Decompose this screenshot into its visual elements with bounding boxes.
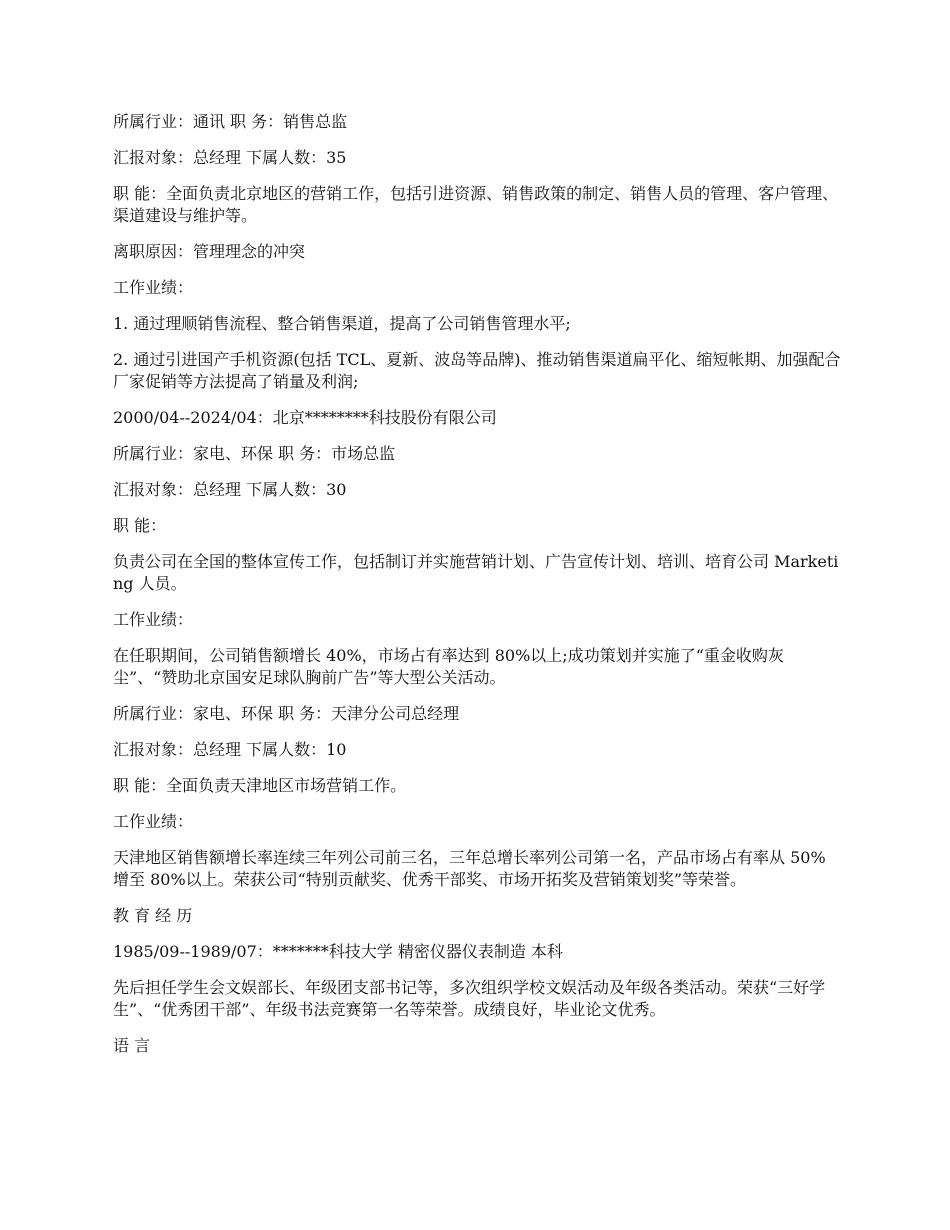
achievement-heading-1: 工作业绩：: [113, 278, 194, 297]
duty-line-1: 职 能：全面负责北京地区的营销工作，包括引进资源、销售政策的制定、销售人员的管理、客户管理、渠道建设与维护等。: [113, 184, 839, 225]
language-heading: 语 言: [113, 1036, 151, 1055]
report-line-3: 汇报对象：总经理 下属人数：10: [113, 740, 347, 759]
industry-line-2: 所属行业：家电、环保 职 务：市场总监: [113, 444, 396, 463]
education-period-line: 1985/09--1989/07：*******科技大学 精密仪器仪表制造 本科: [113, 942, 563, 961]
education-heading: 教 育 经 历: [113, 906, 193, 925]
achievement-heading-3: 工作业绩：: [113, 812, 194, 831]
education-description: 先后担任学生会文娱部长、年级团支部书记等，多次组织学校文娱活动及年级各类活动。荣获“三好学生”、“优秀团干部”、年级书法竞赛第一名等荣誉。成绩良好，毕业论文优秀。: [113, 978, 826, 1019]
achievement-heading-2: 工作业绩：: [113, 610, 194, 629]
achievement-item-2: 2. 通过引进国产手机资源(包括 TCL、夏新、波岛等品牌)、推动销售渠道扁平化、缩短帐期、加强配合厂家促销等方法提高了销量及利润;: [113, 350, 841, 391]
document-body: [113, 111, 841, 1071]
duty-line-3: 职 能：全面负责天津地区市场营销工作。: [113, 776, 407, 795]
achievement-description-2: 在任职期间，公司销售额增长 40%，市场占有率达到 80%以上;成功策划并实施了“重金收购灰尘”、“赞助北京国安足球队胸前广告”等大型公关活动。: [113, 646, 784, 687]
industry-line-3: 所属行业：家电、环保 职 务：天津分公司总经理: [113, 704, 460, 723]
duty-heading-2: 职 能：: [113, 516, 167, 535]
report-line-1: 汇报对象：总经理 下属人数：35: [113, 148, 347, 167]
industry-line-1: 所属行业：通讯 职 务：销售总监: [113, 112, 348, 131]
achievement-item-1: 1. 通过理顺销售流程、整合销售渠道，提高了公司销售管理水平;: [113, 314, 571, 333]
employment-period-line: 2000/04--2024/04：北京********科技股份有限公司: [113, 408, 497, 427]
report-line-2: 汇报对象：总经理 下属人数：30: [113, 480, 347, 499]
leave-reason-line: 离职原因：管理理念的冲突: [113, 242, 306, 261]
achievement-description-3: 天津地区销售额增长率连续三年列公司前三名，三年总增长率列公司第一名，产品市场占有率从 50%增至 80%以上。荣获公司“特别贡献奖、优秀干部奖、市场开拓奖及营销策划奖”等荣誉。: [113, 848, 826, 889]
duty-description-2: 负责公司在全国的整体宣传工作，包括制订并实施营销计划、广告宣传计划、培训、培育公司 Marketing 人员。: [113, 552, 839, 593]
